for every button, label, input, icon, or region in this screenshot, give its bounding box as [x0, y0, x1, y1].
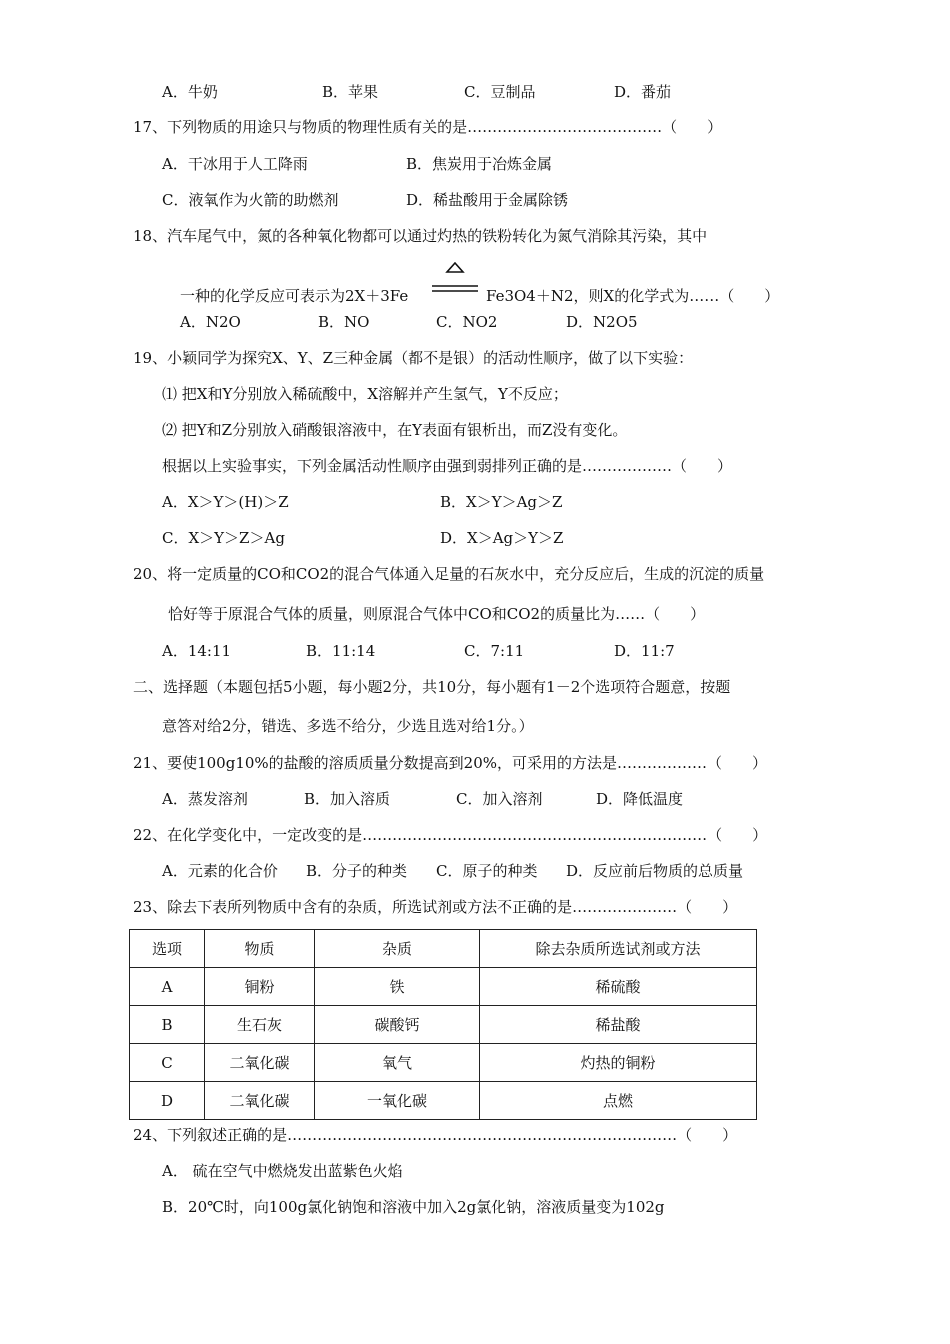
q16-option-a: A．牛奶	[162, 83, 218, 101]
q19-option-d: D．X＞Ag＞Y＞Z	[440, 529, 564, 547]
table-row	[130, 1044, 757, 1082]
q19-stem: 19、小颖同学为探究X、Y、Z三种金属（都不是银）的活动性顺序，做了以下实验：	[133, 349, 694, 367]
impurity-removal-table	[129, 929, 757, 1120]
q19-experiment-1: ⑴ 把X和Y分别放入稀硫酸中，X溶解并产生氢气，Y不反应；	[162, 385, 568, 403]
q22-stem: 22、在化学变化中，一定改变的是……………………………………………………………（ ）	[133, 826, 768, 844]
q17-option-b: B．焦炭用于冶炼金属	[406, 155, 553, 173]
q16-option-d: D．番茄	[614, 83, 672, 101]
table-cell: 氧气	[315, 1044, 480, 1082]
q24-option-a: A． 硫在空气中燃烧发出蓝紫色火焰	[162, 1162, 403, 1180]
q24-stem: 24、下列叙述正确的是……………………………………………………………………（ ）	[133, 1126, 738, 1144]
table-cell: C	[130, 1044, 205, 1082]
table-header-row	[130, 930, 757, 968]
q18-option-c: C．NO2	[436, 313, 498, 331]
q20-option-d: D．11:7	[614, 642, 675, 660]
table-header-cell: 杂质	[315, 930, 480, 968]
table-cell: B	[130, 1006, 205, 1044]
q20-option-c: C．7:11	[464, 642, 525, 660]
table-row	[130, 1006, 757, 1044]
table-cell: 二氧化碳	[205, 1044, 315, 1082]
q21-option-d: D．降低温度	[596, 790, 684, 808]
q17-option-c: C．液氧作为火箭的助燃剂	[162, 191, 339, 209]
q21-option-a: A．蒸发溶剂	[162, 790, 248, 808]
q18-stem: 18、汽车尾气中，氮的各种氧化物都可以通过灼热的铁粉转化为氮气消除其污染，其中	[133, 227, 708, 245]
q19-option-c: C．X＞Y＞Z＞Ag	[162, 529, 285, 547]
q19-experiment-2: ⑵ 把Y和Z分别放入硝酸银溶液中，在Y表面有银析出，而Z没有变化。	[162, 421, 628, 439]
q20-option-a: A．14:11	[162, 642, 232, 660]
q18-equation-right: Fe3O4＋N2，则X的化学式为……（ ）	[486, 287, 780, 305]
table-cell: 碳酸钙	[315, 1006, 480, 1044]
table-cell: 二氧化碳	[205, 1082, 315, 1120]
q17-stem: 17、下列物质的用途只与物质的物理性质有关的是…………………………………（ ）	[133, 118, 723, 136]
table-cell: 一氧化碳	[315, 1082, 480, 1120]
table-header-cell: 除去杂质所选试剂或方法	[480, 930, 757, 968]
section-2-heading-continued: 意答对给2分，错选、多选不给分，少选且选对给1分。）	[162, 717, 534, 735]
q20-stem: 20、将一定质量的CO和CO2的混合气体通入足量的石灰水中，充分反应后，生成的沉淀的质量	[133, 565, 765, 583]
table-cell: 稀硫酸	[480, 968, 757, 1006]
q16-option-c: C．豆制品	[464, 83, 536, 101]
q21-option-c: C．加入溶剂	[456, 790, 543, 808]
table-cell: 稀盐酸	[480, 1006, 757, 1044]
q18-equation-left: 一种的化学反应可表示为2X＋3Fe	[180, 287, 409, 305]
q22-option-d: D．反应前后物质的总质量	[566, 862, 744, 880]
table-header-cell: 选项	[130, 930, 205, 968]
table-row	[130, 1082, 757, 1120]
table-cell: 铜粉	[205, 968, 315, 1006]
q24-option-b: B．20℃时，向100g氯化钠饱和溶液中加入2g氯化钠，溶液质量变为102g	[162, 1198, 665, 1216]
q19-question: 根据以上实验事实，下列金属活动性顺序由强到弱排列正确的是………………（ ）	[162, 457, 733, 475]
table-cell: 点燃	[480, 1082, 757, 1120]
q19-option-b: B．X＞Y＞Ag＞Z	[440, 493, 563, 511]
table-cell: 生石灰	[205, 1006, 315, 1044]
q16-option-b: B．苹果	[322, 83, 379, 101]
q18-option-d: D．N2O5	[566, 313, 638, 331]
q18-option-a: A．N2O	[180, 313, 241, 331]
q21-stem: 21、要使100g10%的盐酸的溶质质量分数提高到20%，可采用的方法是………………（ ）	[133, 754, 768, 772]
q17-option-a: A．干冰用于人工降雨	[162, 155, 308, 173]
q17-option-d: D．稀盐酸用于金属除锈	[406, 191, 569, 209]
heating-equals-sign-icon	[432, 262, 478, 296]
q18-option-b: B．NO	[318, 313, 370, 331]
q23-stem: 23、除去下表所列物质中含有的杂质，所选试剂或方法不正确的是…………………（ ）	[133, 898, 738, 916]
table-cell: A	[130, 968, 205, 1006]
table-header-cell: 物质	[205, 930, 315, 968]
q19-option-a: A．X＞Y＞(H)＞Z	[162, 493, 289, 511]
section-2-heading: 二、选择题（本题包括5小题，每小题2分，共10分，每小题有1－2个选项符合题意，按题	[133, 678, 731, 696]
table-cell: 灼热的铜粉	[480, 1044, 757, 1082]
q21-option-b: B．加入溶质	[304, 790, 391, 808]
table-cell: D	[130, 1082, 205, 1120]
table-cell: 铁	[315, 968, 480, 1006]
q22-option-b: B．分子的种类	[306, 862, 408, 880]
q20-stem-continued: 恰好等于原混合气体的质量，则原混合气体中CO和CO2的质量比为……（ ）	[168, 605, 706, 623]
table-row	[130, 968, 757, 1006]
q22-option-c: C．原子的种类	[436, 862, 538, 880]
q22-option-a: A．元素的化合价	[162, 862, 278, 880]
q20-option-b: B．11:14	[306, 642, 376, 660]
